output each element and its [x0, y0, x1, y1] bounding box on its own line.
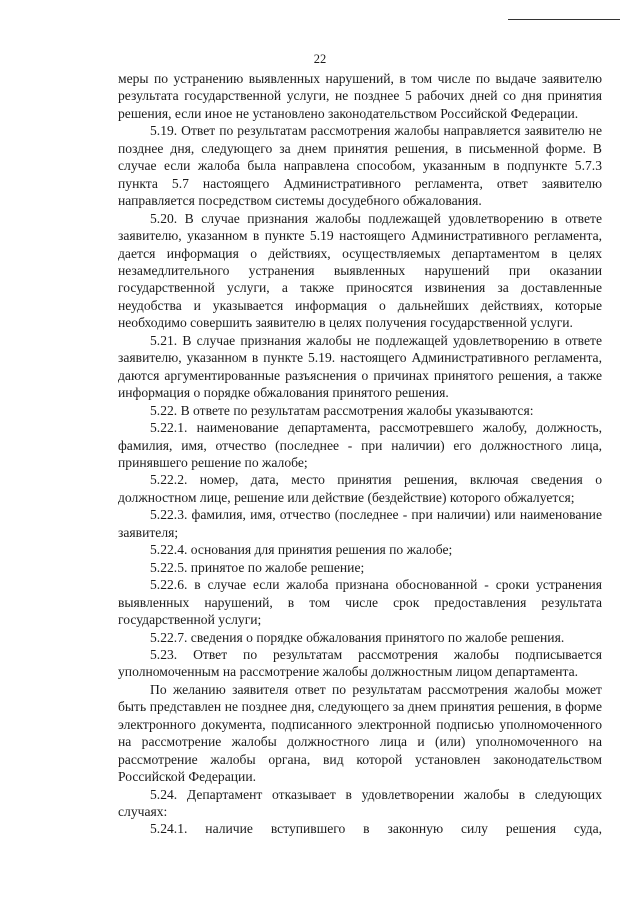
paragraph: 5.22.5. принятое по жалобе решение;	[150, 559, 365, 575]
paragraph: 5.19. Ответ по результатам рассмотрения жалобы направляется заявителю не позднее дня, следующего за днем принятия решения, в письменной форме. В случае если жалоба была направлена способом, указанным в подпункте 5.7.3 пункта 5.7 настоящего Административного регламента, ответ заявителю направляется посредством системы досудебного обжалования.	[118, 123, 602, 209]
paragraph: 5.21. В случае признания жалобы не подлежащей удовлетворению в ответе заявителю, указанном в пункте 5.19. настоящего Административного регламента, даются аргументированные разъяснения о причинах принятого решения, а также информация о порядке обжалования принятого решения.	[118, 332, 602, 401]
paragraph: 5.22.7. сведения о порядке обжалования принятого по жалобе решения.	[150, 629, 565, 645]
document-body	[118, 70, 602, 838]
paragraph: 5.22.1. наименование департамента, рассмотревшего жалобу, должность, фамилия, имя, отчество (последнее - при наличии) его должностного лица, принявшего решение по жалобе;	[118, 420, 602, 470]
page-number: 22	[313, 52, 327, 66]
paragraph: 5.20. В случае признания жалобы подлежащей удовлетворению в ответе заявителю, указанном в пункте 5.19 настоящего Административного регламента, дается информация о действиях, осуществляемых департаментом в целях незамедлительного устранения выявленных нарушений при оказании государственной услуги, а также приносятся извинения за доставленные неудобства и указывается информация о дальнейших действиях, которые необходимо совершить заявителю в целях получения государственной услуги.	[118, 210, 602, 331]
paragraph: 5.22.2. номер, дата, место принятия решения, включая сведения о должностном лице, решение или действие (бездействие) которого обжалуется;	[118, 472, 602, 505]
paragraph: 5.24. Департамент отказывает в удовлетворении жалобы в следующих случаях:	[118, 786, 602, 820]
paragraph: 5.22.4. основания для принятия решения по жалобе;	[150, 542, 453, 558]
paragraph: 5.22.3. фамилия, имя, отчество (последнее - при наличии) или наименование заявителя;	[118, 507, 602, 540]
paragraph: 5.23. Ответ по результатам рассмотрения жалобы подписывается уполномоченным на рассмотрение жалобы должностным лицом департамента.	[118, 646, 602, 680]
paragraph: 5.22.6. в случае если жалоба признана обоснованной - сроки устранения выявленных нарушений, в том числе срок предоставления результата государственной услуги;	[118, 577, 602, 628]
paragraph: По желанию заявителя ответ по результатам рассмотрения жалобы может быть представлен не позднее дня, следующего за днем принятия решения, в форме электронного документа, подписанного электронной подписью уполномоченного на рассмотрение жалобы должностного лица и (или) уполномоченного на рассмотрение жалобы органа, вид которой установлен законодательством Российской Федерации.	[118, 681, 602, 785]
paragraph: меры по устранению выявленных нарушений, в том числе по выдаче заявителю результата государственной услуги, не позднее 5 рабочих дней со дня принятия решения, если иное не установлено законодательством Российской Федерации.	[118, 71, 602, 121]
header-rule	[508, 19, 620, 20]
paragraph: 5.24.1. наличие вступившего в законную силу решения суда,	[150, 821, 602, 837]
paragraph: 5.22. В ответе по результатам рассмотрения жалобы указываются:	[150, 402, 534, 418]
